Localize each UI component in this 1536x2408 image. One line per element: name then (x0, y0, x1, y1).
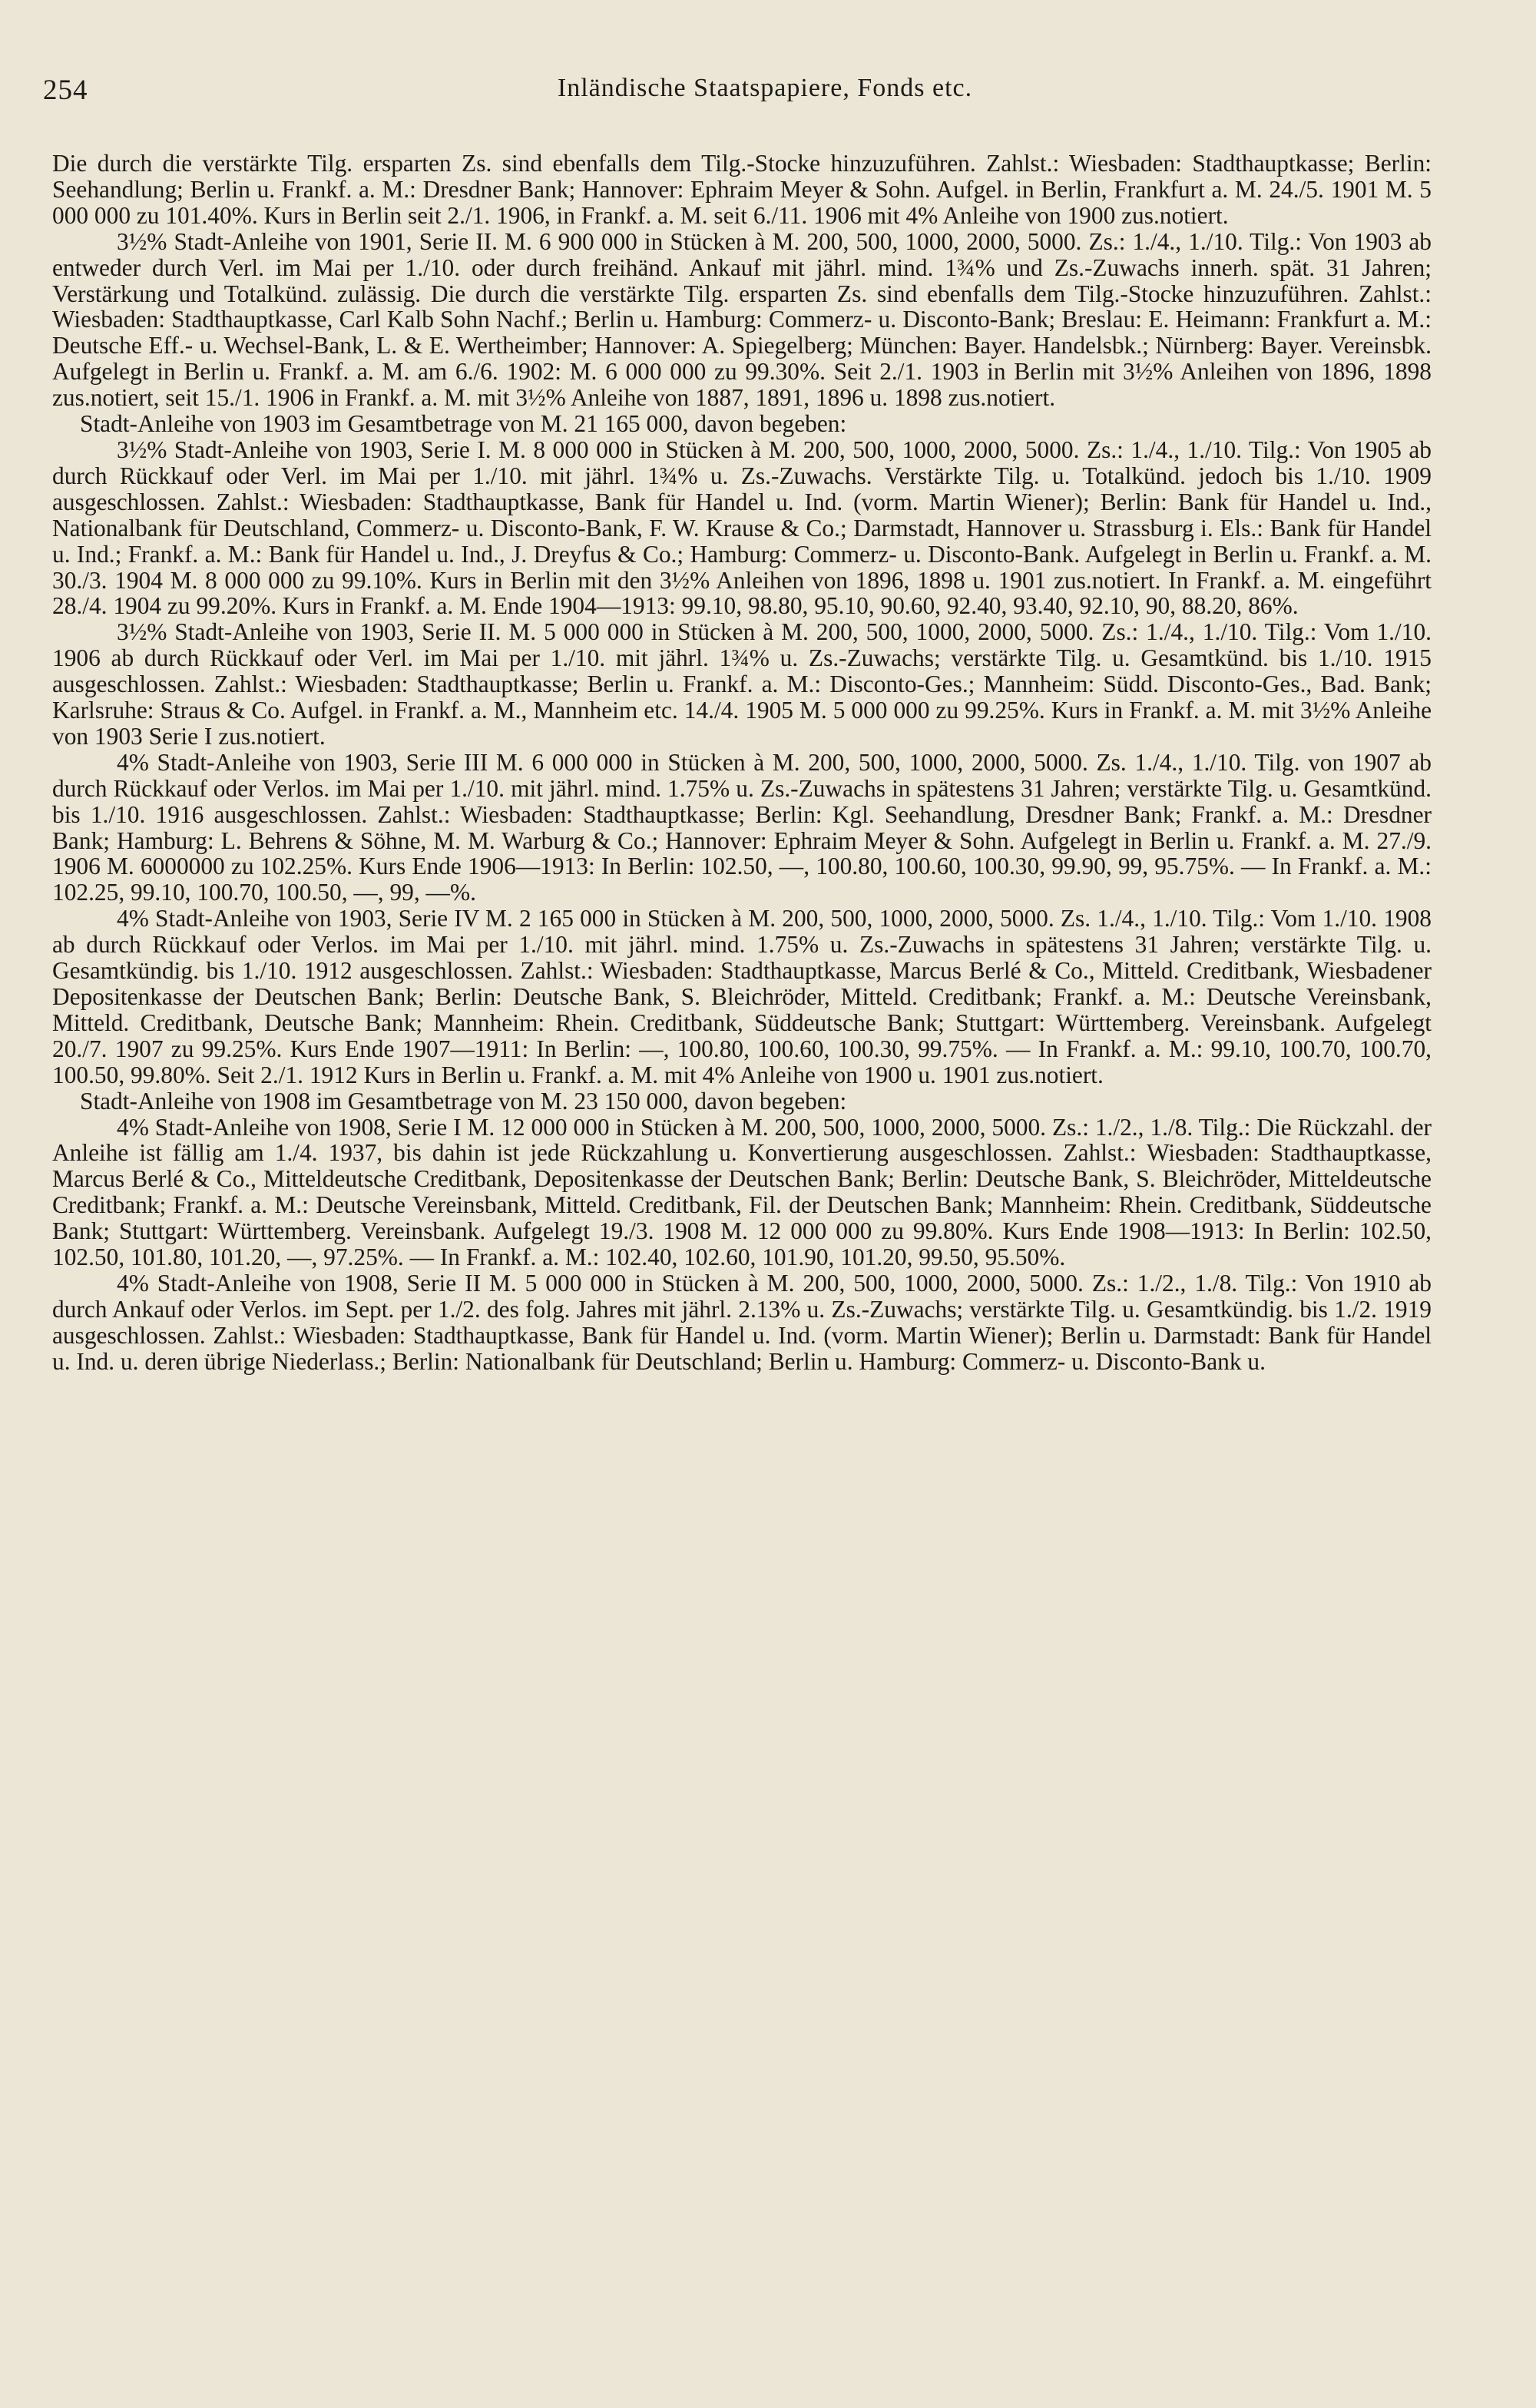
page-number: 254 (43, 75, 88, 106)
paragraph: Stadt-Anleihe von 1908 im Gesamtbetrage von M. 23 150 000, davon begeben: (80, 1087, 847, 1115)
body-text (52, 151, 1432, 1375)
running-title: Inländische Staatspapiere, Fonds etc. (557, 74, 973, 102)
paragraph: 3½% Stadt-Anleihe von 1903, Serie I. M. 8 000 000 in Stücken à M. 200, 500, 1000, 2000, 5000. Zs.: 1./4., 1./10. Tilg.: Von 1905 ab durch Rückkauf oder Verl. im Mai per 1./10. mit jährl. 1¾% u. Zs.-Zuwachs. Verstärkte Tilg. u. Totalkünd. jedoch bis 1./10. 1909 ausgeschlossen. Zahlst.: Wiesbaden: Stadthauptkasse, Bank für Handel u. Ind. (vorm. Martin Wiener); Berlin: Bank für Handel u. Ind., Nationalbank für Deutschland, Commerz- u. Disconto-Bank, F. W. Krause & Co.; Darmstadt, Hannover u. Strassburg i. Els.: Bank für Handel u. Ind.; Frankf. a. M.: Bank für Handel u. Ind., J. Dreyfus & Co.; Hamburg: Commerz- u. Disconto-Bank. Aufgelegt in Berlin u. Frankf. a. M. 30./3. 1904 M. 8 000 000 zu 99.10%. Kurs in Berlin mit den 3½% Anleihen von 1896, 1898 u. 1901 zus.notiert. In Frankf. a. M. eingeführt 28./4. 1904 zu 99.20%. Kurs in Frankf. a. M. Ende 1904—1913: 99.10, 98.80, 95.10, 90.60, 92.40, 93.40, 92.10, 90, 88.20, 86%. (52, 436, 1432, 620)
paragraph: 4% Stadt-Anleihe von 1903, Serie III M. 6 000 000 in Stücken à M. 200, 500, 1000, 2000, 5000. Zs. 1./4., 1./10. Tilg. von 1907 ab durch Rückkauf oder Verlos. im Mai per 1./10. mit jährl. mind. 1.75% u. Zs.-Zuwachs in spätestens 31 Jahren; verstärkte Tilg. u. Gesamtkünd. bis 1./10. 1916 ausgeschlossen. Zahlst.: Wiesbaden: Stadthauptkasse; Berlin: Kgl. Seehandlung, Dresdner Bank; Frankf. a. M.: Dresdner Bank; Hamburg: L. Behrens & Söhne, M. M. Warburg & Co.; Hannover: Ephraim Meyer & Sohn. Aufgelegt in Berlin u. Frankf. a. M. 27./9. 1906 M. 6000000 zu 102.25%. Kurs Ende 1906—1913: In Berlin: 102.50, —, 100.80, 100.60, 100.30, 99.90, 99, 95.75%. — In Frankf. a. M.: 102.25, 99.10, 100.70, 100.50, —, 99, —%. (52, 748, 1432, 906)
paragraph: 4% Stadt-Anleihe von 1908, Serie II M. 5 000 000 in Stücken à M. 200, 500, 1000, 2000, 5000. Zs.: 1./2., 1./8. Tilg.: Von 1910 ab durch Ankauf oder Verlos. im Sept. per 1./2. des folg. Jahres mit jährl. 2.13% u. Zs.-Zuwachs; verstärkte Tilg. u. Gesamtkündig. bis 1./2. 1919 ausgeschlossen. Zahlst.: Wiesbaden: Stadthauptkasse, Bank für Handel u. Ind. (vorm. Martin Wiener); Berlin u. Darmstadt: Bank für Handel u. Ind. u. deren übrige Niederlass.; Berlin: Nationalbank für Deutschland; Berlin u. Hamburg: Commerz- u. Disconto-Bank u. (52, 1269, 1432, 1375)
page-header (43, 74, 1487, 112)
paragraph: 4% Stadt-Anleihe von 1908, Serie I M. 12 000 000 in Stücken à M. 200, 500, 1000, 2000, 5000. Zs.: 1./2., 1./8. Tilg.: Die Rückzahl. der Anleihe ist fällig am 1./4. 1937, bis dahin ist jede Rückzahlung u. Konvertierung ausgeschlossen. Zahlst.: Wiesbaden: Stadthauptkasse, Marcus Berlé & Co., Mitteldeutsche Creditbank, Depositenkasse der Deutschen Bank; Berlin: Deutsche Bank, S. Bleichröder, Mitteldeutsche Creditbank; Frankf. a. M.: Deutsche Vereinsbank, Mitteld. Creditbank, Fil. der Deutschen Bank; Mannheim: Rhein. Creditbank, Süddeutsche Bank; Stuttgart: Württemberg. Vereinsbank. Aufgelegt 19./3. 1908 M. 12 000 000 zu 99.80%. Kurs Ende 1908—1913: In Berlin: 102.50, 102.50, 101.80, 101.20, —, 97.25%. — In Frankf. a. M.: 102.40, 102.60, 101.90, 101.20, 99.50, 95.50%. (52, 1113, 1432, 1271)
paragraph: Stadt-Anleihe von 1903 im Gesamtbetrage von M. 21 165 000, davon begeben: (80, 410, 847, 438)
paragraph: 3½% Stadt-Anleihe von 1903, Serie II. M. 5 000 000 in Stücken à M. 200, 500, 1000, 2000, 5000. Zs.: 1./4., 1./10. Tilg.: Vom 1./10. 1906 ab durch Rückkauf oder Verl. im Mai per 1./10. mit jährl. 1¾% u. Zs.-Zuwachs; verstärkte Tilg. u. Gesamtkünd. bis 1./10. 1915 ausgeschlossen. Zahlst.: Wiesbaden: Stadthauptkasse; Berlin u. Frankf. a. M.: Disconto-Ges.; Mannheim: Südd. Disconto-Ges., Bad. Bank; Karlsruhe: Straus & Co. Aufgel. in Frankf. a. M., Mannheim etc. 14./4. 1905 M. 5 000 000 zu 99.25%. Kurs in Frankf. a. M. mit 3½% Anleihe von 1903 Serie I zus.notiert. (52, 618, 1432, 750)
paragraph: Die durch die verstärkte Tilg. ersparten Zs. sind ebenfalls dem Tilg.-Stocke hinzuzuführen. Zahlst.: Wiesbaden: Stadthauptkasse; Berlin: Seehandlung; Berlin u. Frankf. a. M.: Dresdner Bank; Hannover: Ephraim Meyer & Sohn. Aufgel. in Berlin, Frankfurt a. M. 24./5. 1901 M. 5 000 000 zu 101.40%. Kurs in Berlin seit 2./1. 1906, in Frankf. a. M. seit 6./11. 1906 mit 4% Anleihe von 1900 zus.notiert. (52, 150, 1432, 229)
paragraph: 3½% Stadt-Anleihe von 1901, Serie II. M. 6 900 000 in Stücken à M. 200, 500, 1000, 2000, 5000. Zs.: 1./4., 1./10. Tilg.: Von 1903 ab entweder durch Verl. im Mai per 1./10. oder durch freihänd. Ankauf mit jährl. mind. 1¾% und Zs.-Zuwachs innerh. spät. 31 Jahren; Verstärkung und Totalkünd. zulässig. Die durch die verstärkte Tilg. ersparten Zs. sind ebenfalls dem Tilg.-Stocke hinzuzuführen. Zahlst.: Wiesbaden: Stadthauptkasse, Carl Kalb Sohn Nachf.; Berlin u. Hamburg: Commerz- u. Disconto-Bank; Breslau: E. Heimann: Frankfurt a. M.: Deutsche Eff.- u. Wechsel-Bank, L. & E. Wertheimber; Hannover: A. Spiegelberg; München: Bayer. Handelsbk.; Nürnberg: Bayer. Vereinsbk. Aufgelegt in Berlin u. Frankf. a. M. am 6./6. 1902: M. 6 000 000 zu 99.30%. Seit 2./1. 1903 in Berlin mit 3½% Anleihen von 1896, 1898 zus.notiert, seit 15./1. 1906 in Frankf. a. M. mit 3½% Anleihe von 1887, 1891, 1896 u. 1898 zus.notiert. (52, 227, 1432, 412)
paragraph: 4% Stadt-Anleihe von 1903, Serie IV M. 2 165 000 in Stücken à M. 200, 500, 1000, 2000, 5000. Zs. 1./4., 1./10. Tilg.: Vom 1./10. 1908 ab durch Rückkauf oder Verlos. im Mai per 1./10. mit jährl. mind. 1.75% u. Zs.-Zuwachs in spätestens 31 Jahren; verstärkte Tilg. u. Gesamtkündig. bis 1./10. 1912 ausgeschlossen. Zahlst.: Wiesbaden: Stadthauptkasse, Marcus Berlé & Co., Mitteld. Creditbank, Wiesbadener Depositenkasse der Deutschen Bank; Berlin: Deutsche Bank, S. Bleichröder, Mitteld. Creditbank; Frankf. a. M.: Deutsche Vereinsbank, Mitteld. Creditbank, Deutsche Bank; Mannheim: Rhein. Creditbank, Süddeutsche Bank; Stuttgart: Württemberg. Vereinsbank. Aufgelegt 20./7. 1907 zu 99.25%. Kurs Ende 1907—1911: In Berlin: —, 100.80, 100.60, 100.30, 99.75%. — In Frankf. a. M.: 99.10, 100.70, 100.70, 100.50, 99.80%. Seit 2./1. 1912 Kurs in Berlin u. Frankf. a. M. mit 4% Anleihe von 1900 u. 1901 zus.notiert. (52, 905, 1432, 1088)
